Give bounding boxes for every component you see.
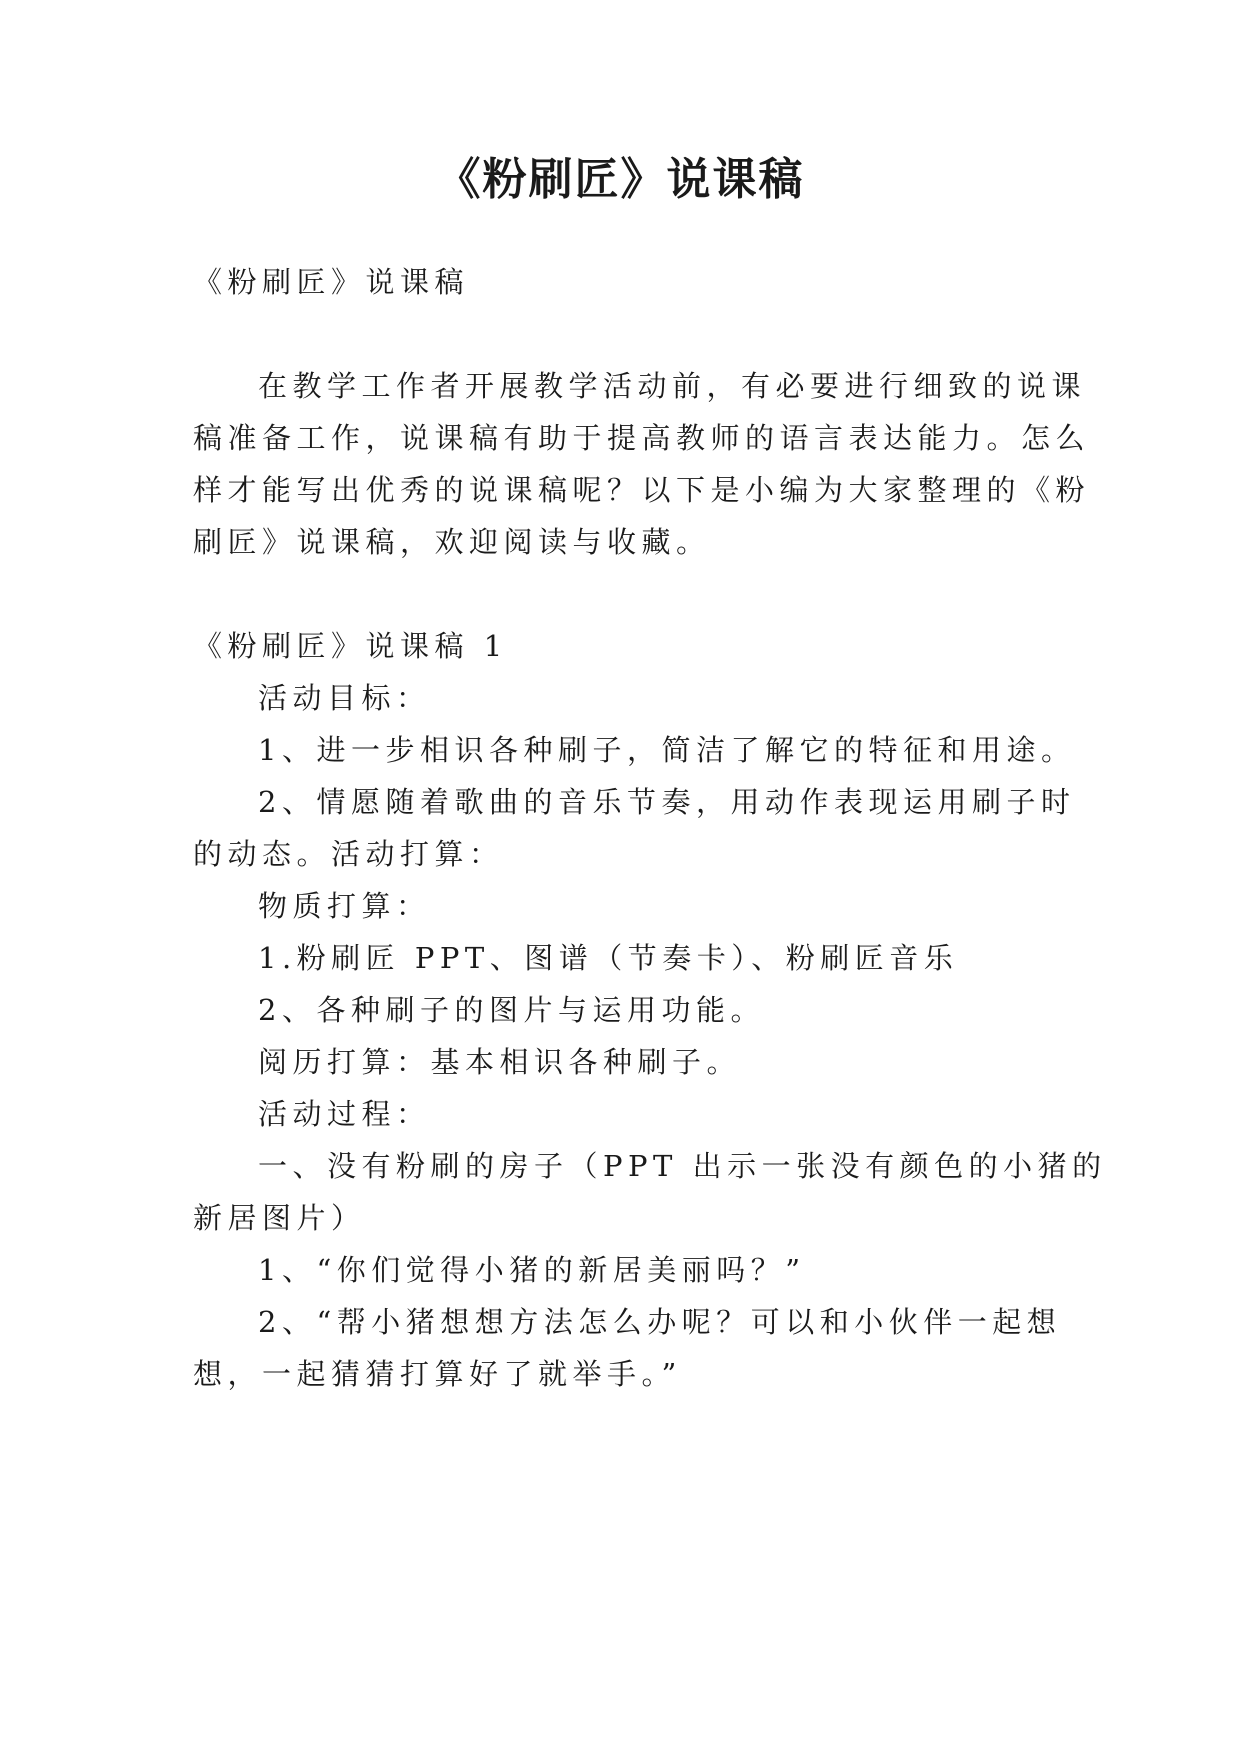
- body-line: 2、“帮小猪想想方法怎么办呢？可以和小伙伴一起想: [258, 1305, 1062, 1339]
- body-line: 1、进一步相识各种刷子，简洁了解它的特征和用途。: [258, 733, 1076, 767]
- body-line: 1、“你们觉得小猪的新居美丽吗？”: [258, 1253, 806, 1287]
- body-line: 的动态。活动打算：: [193, 837, 504, 871]
- body-line: 物质打算：: [258, 889, 431, 923]
- body-line: 2、情愿随着歌曲的音乐节奏，用动作表现运用刷子时: [258, 785, 1076, 819]
- body-line: 活动过程：: [258, 1097, 431, 1131]
- intro-line: 刷匠》说课稿，欢迎阅读与收藏。: [193, 525, 711, 559]
- intro-line: 样才能写出优秀的说课稿呢？以下是小编为大家整理的《粉: [193, 473, 1091, 507]
- body-line: 新居图片）: [193, 1201, 366, 1235]
- intro-line: 在教学工作者开展教学活动前，有必要进行细致的说课: [258, 369, 1087, 403]
- document-title: 《粉刷匠》说课稿: [436, 154, 805, 205]
- body-line: 2、各种刷子的图片与运用功能。: [258, 993, 765, 1027]
- body-line: 一、没有粉刷的房子（PPT 出示一张没有颜色的小猪的: [258, 1149, 1107, 1183]
- document-subtitle: 《粉刷匠》说课稿: [193, 265, 470, 299]
- section-heading: 《粉刷匠》说课稿 1: [193, 629, 508, 663]
- body-line: 活动目标：: [258, 681, 431, 715]
- body-line: 想，一起猜猜打算好了就举手。”: [193, 1357, 682, 1391]
- body-line: 阅历打算：基本相识各种刷子。: [258, 1045, 742, 1079]
- intro-line: 稿准备工作，说课稿有助于提高教师的语言表达能力。怎么: [193, 421, 1091, 455]
- body-line: 1.粉刷匠 PPT、图谱（节奏卡）、粉刷匠音乐: [258, 941, 959, 975]
